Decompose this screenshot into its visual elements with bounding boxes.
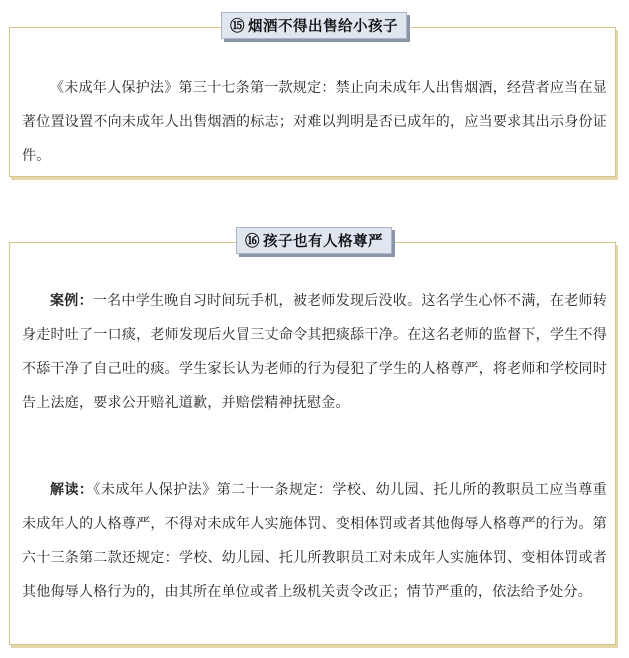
analysis-label: 解读：: [50, 482, 94, 498]
section-number-15: ⑮: [230, 19, 245, 35]
case-text: 一名中学生晚自习时间玩手机，被老师发现后没收。这名学生心怀不满，在老师转身走时吐了一口痰，老师发现后火冒三丈命令其把痰舔干净。在这名老师的监督下，学生不得不舔干净了自己吐的痰。学生家长认为老师的行为侵犯了学生的人格尊严，将老师和学校同时告上法庭，要求公开赔礼道歉，并赔偿精神抚慰金。: [22, 293, 608, 411]
section-title-tag-15: [221, 12, 407, 39]
section-number-16: ⑯: [245, 234, 260, 250]
section-title-16: 孩子也有人格尊严: [263, 234, 383, 250]
section-body-15: 《未成年人保护法》第三十七条第一款规定：禁止向未成年人出售烟酒，经营者应当在显著位置设置不向未成年人出售烟酒的标志；对难以判明是否已成年的，应当要求其出示身份证件。: [22, 80, 607, 164]
section-title-tag-16: [236, 227, 392, 254]
analysis-text: 《未成年人保护法》第二十一条规定：学校、幼儿园、托儿所的教职员工应当尊重未成年人的人格尊严，不得对未成年人实施体罚、变相体罚或者其他侮辱人格尊严的行为。第六十三条第二款还规定：学校、幼儿园、托儿所教职员工对未成年人实施体罚、变相体罚或者其他侮辱人格行为的，由其所在单位或者上级机关责令改正；情节严重的，依法给予处分。: [22, 482, 608, 600]
section-title-15: 烟酒不得出售给小孩子: [248, 19, 398, 35]
analysis-paragraph: [22, 473, 607, 609]
case-paragraph: [22, 284, 607, 420]
case-label: 案例：: [50, 293, 93, 309]
